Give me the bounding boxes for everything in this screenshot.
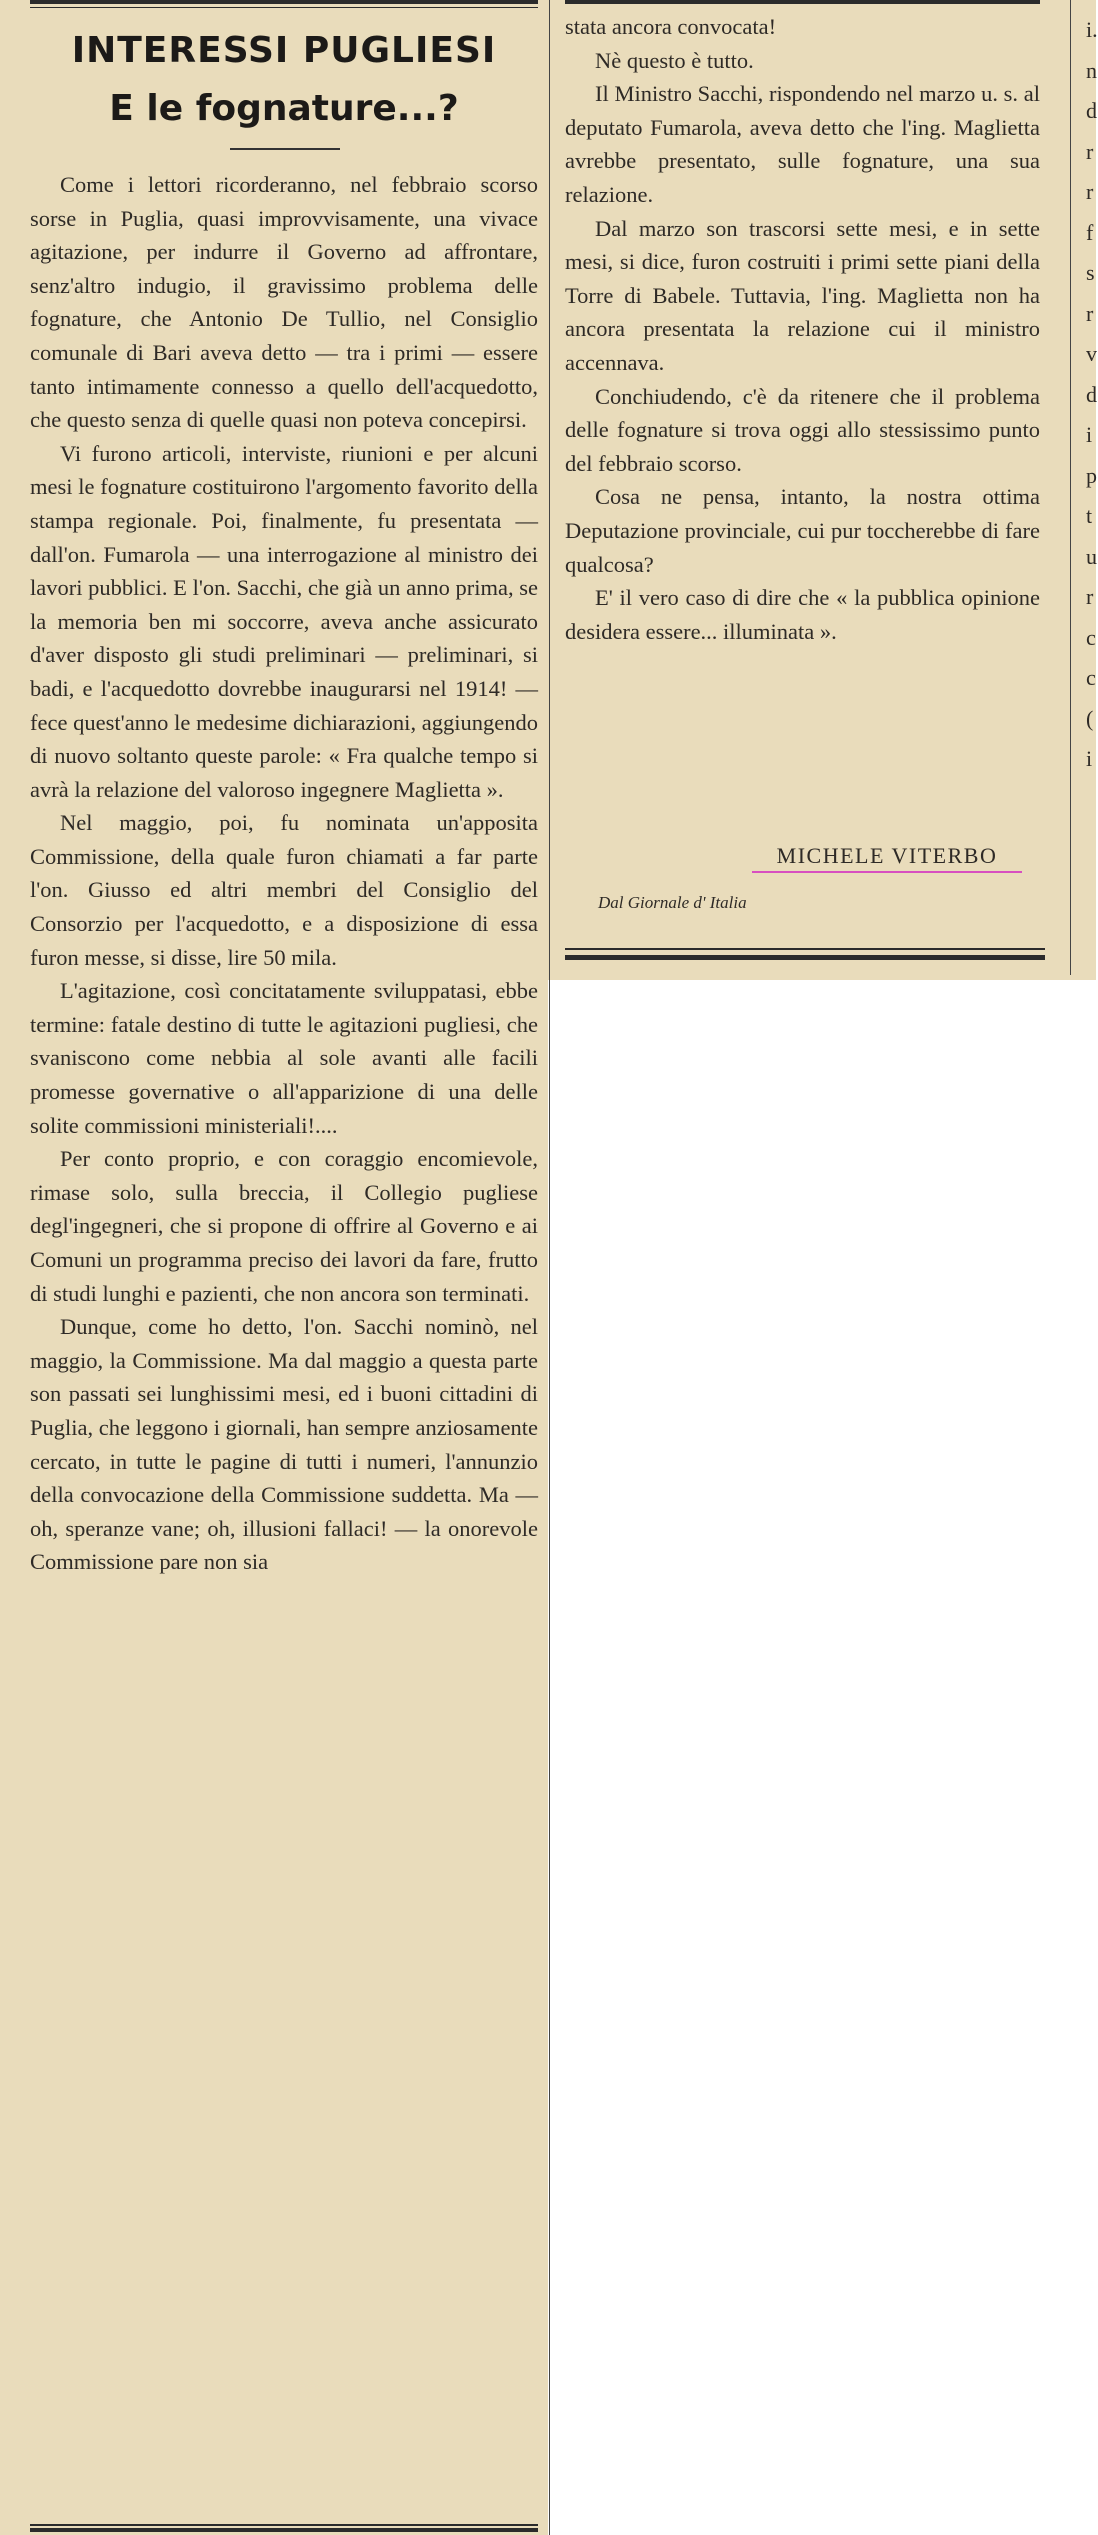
fragment-letter: v [1086, 341, 1097, 366]
paragraph: Nè questo è tutto. [595, 47, 754, 73]
fragment-letter: c [1086, 624, 1096, 650]
fragment-letter: i [1086, 422, 1093, 447]
title-rule [230, 148, 340, 150]
bottom-rule-left [30, 2524, 538, 2532]
paragraph: Vi furono articoli, interviste, riunioni e per alcuni mesi le fognature costituirono l'argomento favorito della stampa regionale. Poi, finalmente, fu presentata — dall'on. Fumarola — una interrogazione al ministro dei lavori pubblici. E l'on. Sacchi, che già un anno prima, se la memoria ben mi soccorre, aveva anche assicurato d'aver disposto gli studi preliminari — preliminari, si badi, e l'acquedotto dovrebbe inaugurarsi nel 1914! — fece quest'anno le medesime dichiarazioni, aggiungendo di nuovo soltanto queste parole: « Fra qualche tempo si avrà la relazione del valoroso ingegnere Maglietta ». [30, 440, 538, 802]
article-column-2 [565, 10, 1040, 648]
fragment-letter: i. [1086, 17, 1098, 42]
top-rule [30, 0, 538, 8]
fragment-letter: r [1086, 138, 1094, 164]
fragment-letter: r [1086, 584, 1094, 609]
article-column-1 [30, 168, 538, 1579]
fragment-letter: f [1086, 219, 1094, 245]
bottom-rule-right [565, 948, 1045, 960]
fragment-letter: u [1086, 543, 1097, 569]
fragment-letter: ( [1086, 705, 1094, 731]
paragraph: Per conto proprio, e con coraggio encomievole, rimase solo, sulla breccia, il Collegio pugliese degl'ingegneri, che si propone di offrire al Governo e ai Comuni un programma preciso dei lavori da fare, frutto di studi lunghi e pazienti, che non ancora son terminati. [30, 1146, 538, 1306]
column-divider [549, 0, 550, 2535]
column-divider-right [1070, 0, 1071, 975]
fragment-letter: s [1086, 260, 1095, 285]
paragraph: stata ancora convocata! [565, 14, 777, 39]
paragraph: Il Ministro Sacchi, rispondendo nel marzo u. s. al deputato Fumarola, aveva detto che l'ing. Maglietta avrebbe presentato, sulle fognature, una sua relazione. [565, 81, 1040, 207]
paragraph: Nel maggio, poi, fu nominata un'apposita Commissione, della quale furon chiamati a far parte l'on. Giusso ed altri membri del Consiglio del Consorzio per l'acquedotto, e a disposizione di essa furon messe, si disse, lire 50 mila. [30, 810, 538, 970]
paragraph: Dunque, come ho detto, l'on. Sacchi nominò, nel maggio, la Commissione. Ma dal maggio a questa parte son passati sei lunghissimi mesi, ed i buoni cittadini di Puglia, che leggono i giornali, han sempre anziosamente cercato, in tutte le pagine di tutti i numeri, l'annunzio della convocazione della Commissione suddetta. Ma — oh, speranze vane; oh, illusioni fallaci! — la onorevole Commissione pare non sia [30, 1314, 538, 1575]
fragment-letter: i [1086, 746, 1093, 771]
fragment-letter: d [1086, 381, 1097, 407]
article-title: INTERESSI PUGLIESI [71, 30, 497, 71]
paragraph: Dal marzo son trascorsi sette mesi, e in sette mesi, si dice, furon costruiti i primi sette piani della Torre di Babele. Tuttavia, l'ing. Maglietta non ha ancora presentata la relazione cui il ministro accennava. [565, 215, 1040, 375]
paragraph: L'agitazione, così concitatamente sviluppatasi, ebbe termine: fatale destino di tutte le agitazioni pugliesi, che svaniscono come nebbia al sole avanti alle facili promesse governative o all'apparizione di una delle solite commissioni ministeriali!.... [30, 978, 538, 1138]
fragment-letter: c [1086, 665, 1096, 690]
paragraph: E' il vero caso di dire che « la pubblica opinione desidera essere... illuminata ». [565, 585, 1040, 644]
source-credit: Dal Giornale d' Italia [598, 893, 747, 912]
fragment-letter: r [1086, 179, 1094, 204]
paragraph: Cosa ne pensa, intanto, la nostra ottima Deputazione provinciale, cui pur toccherebbe di fare qualcosa? [565, 484, 1040, 577]
fragment-letter: n [1086, 57, 1097, 83]
fragment-letter: r [1086, 300, 1094, 326]
adjacent-column-fragment [1086, 10, 1098, 780]
paragraph: Come i lettori ricorderanno, nel febbraio scorso sorse in Puglia, quasi improvvisamente, una vivace agitazione, per indurre il Governo ad affrontare, senz'altro indugio, il gravissimo problema delle fognature, che Antonio De Tullio, nel Consiglio comunale di Bari aveva detto — tra i primi — essere tanto intimamente connesso a quello dell'acquedotto, che questo senza di quelle quasi non poteva concepirsi. [30, 172, 538, 433]
fragment-letter: t [1086, 503, 1093, 528]
fragment-letter: p [1086, 462, 1097, 488]
fragment-letter: d [1086, 98, 1097, 123]
article-subtitle: E le fognature...? [109, 88, 459, 129]
paragraph: Conchiudendo, c'è da ritenere che il problema delle fognature si trova oggi allo stessissimo punto del febbraio scorso. [565, 383, 1040, 476]
top-rule-right [565, 0, 1040, 4]
author-signature: MICHELE VITERBO [752, 843, 1022, 873]
